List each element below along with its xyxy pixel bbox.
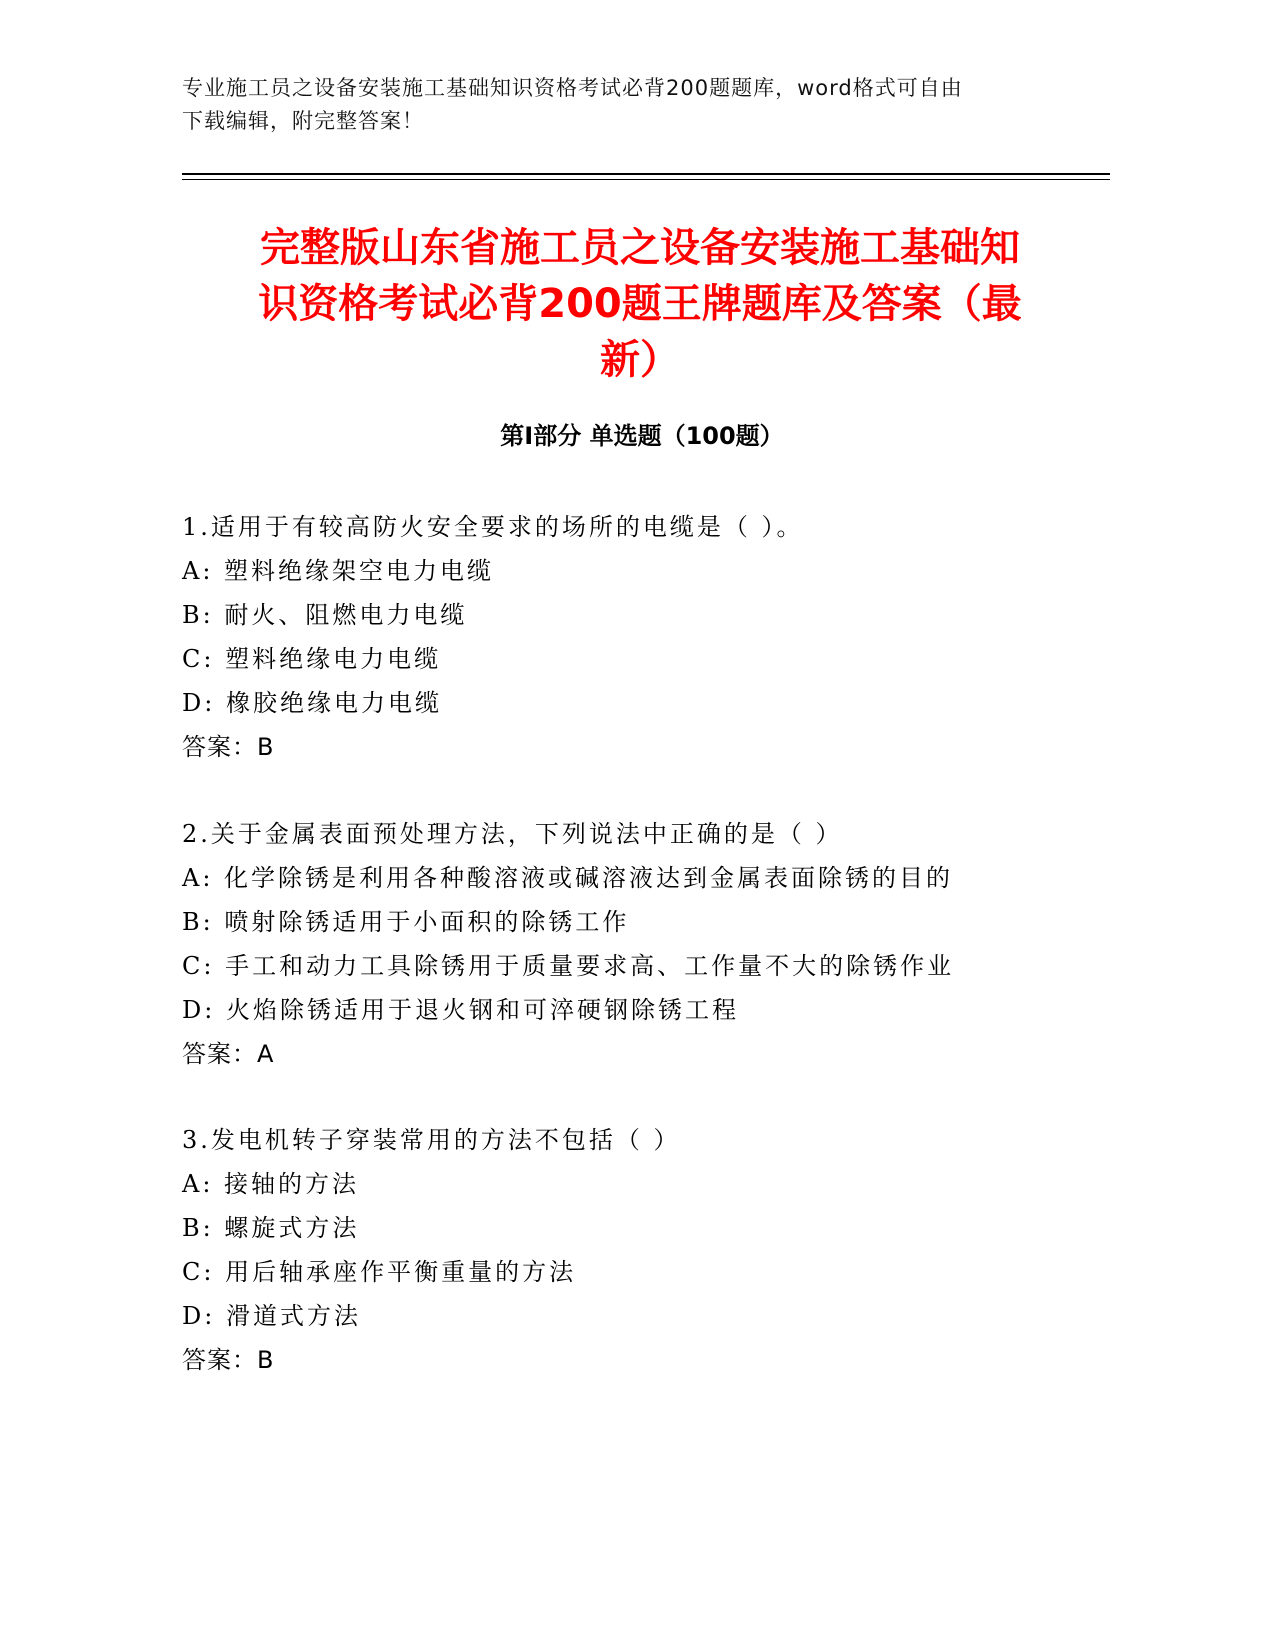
document-title-line-3: 新） xyxy=(600,337,680,383)
answer: 答案：A xyxy=(182,1040,275,1068)
header-note-line-2: 下载编辑，附完整答案！ xyxy=(182,109,424,133)
answer: 答案：B xyxy=(182,733,275,761)
question-3 xyxy=(182,1118,1102,1382)
header-divider-thin xyxy=(182,179,1110,180)
option-d: D: 火焰除锈适用于退火钢和可淬硬钢除锈工程 xyxy=(182,996,739,1024)
question-stem: 3.发电机转子穿装常用的方法不包括（ ） xyxy=(182,1126,681,1154)
header-note xyxy=(182,72,1102,138)
option-a: A: 化学除锈是利用各种酸溶液或碱溶液达到金属表面除锈的目的 xyxy=(182,864,954,892)
option-b: B: 螺旋式方法 xyxy=(182,1214,360,1242)
option-d: D: 橡胶绝缘电力电缆 xyxy=(182,689,442,717)
answer: 答案：B xyxy=(182,1346,275,1374)
option-b: B: 喷射除锈适用于小面积的除锈工作 xyxy=(182,908,630,936)
question-2 xyxy=(182,812,1102,1076)
document-title-line-2: 识资格考试必背200题王牌题库及答案（最 xyxy=(258,281,1022,327)
option-c: C: 用后轴承座作平衡重量的方法 xyxy=(182,1258,577,1286)
header-divider-thick xyxy=(182,173,1110,175)
document-title-line-1: 完整版山东省施工员之设备安装施工基础知 xyxy=(260,225,1020,271)
option-c: C: 手工和动力工具除锈用于质量要求高、工作量不大的除锈作业 xyxy=(182,952,955,980)
header-note-line-1: 专业施工员之设备安装施工基础知识资格考试必背200题题库，word格式可自由 xyxy=(182,76,963,100)
question-1 xyxy=(182,505,1102,769)
option-c: C: 塑料绝缘电力电缆 xyxy=(182,645,442,673)
document-title xyxy=(190,220,1090,388)
section-heading: 第I部分 单选题（100题） xyxy=(500,422,784,450)
option-b: B: 耐火、阻燃电力电缆 xyxy=(182,601,468,629)
question-stem: 1.适用于有较高防火安全要求的场所的电缆是（ ）。 xyxy=(182,513,804,541)
option-d: D: 滑道式方法 xyxy=(182,1302,361,1330)
option-a: A: 塑料绝缘架空电力电缆 xyxy=(182,557,495,585)
question-stem: 2.关于金属表面预处理方法，下列说法中正确的是（ ） xyxy=(182,820,843,848)
option-a: A: 接轴的方法 xyxy=(182,1170,360,1198)
